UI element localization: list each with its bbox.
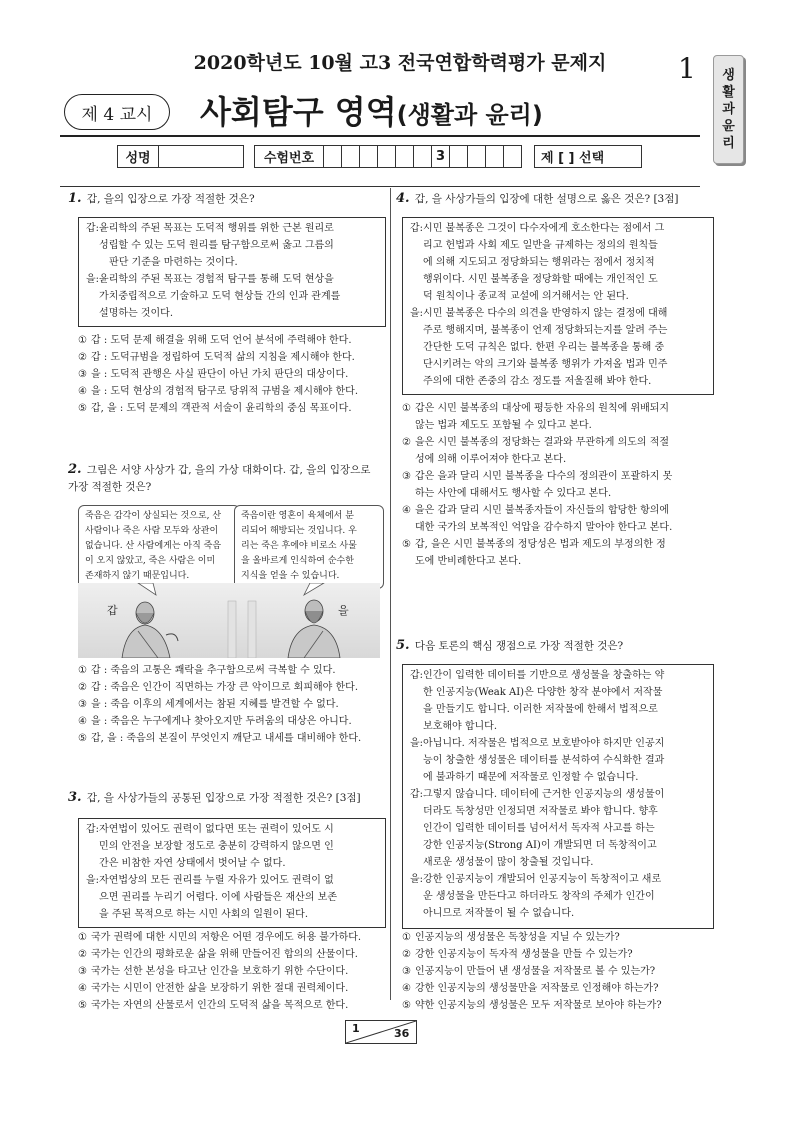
passage-line: 새로운 생성물이 많이 창출될 것입니다. [423,857,594,868]
passage-line: 윤리학의 주된 목표는 경험적 탐구를 통해 도덕 현상을 [99,274,334,285]
side-tab-char: 활 [722,85,735,100]
option-number: ② [402,437,411,448]
answer-option-1[interactable] [402,400,702,434]
option-number: ③ [78,699,87,710]
passage-line: 시민 불복종은 다수의 의견을 반영하지 않는 결정에 대해 [423,308,668,319]
question-text: 갑, 을 사상가들의 입장에 대한 설명으로 옳은 것은? [3점] [414,193,679,205]
passage-entry [410,871,706,922]
exam-no-box[interactable] [378,145,396,168]
option-text: 을 : 죽음 이후의 세계에서는 참된 지혜를 발견할 수 없다. [91,699,339,710]
option-text: 인공지능의 생성물은 독창성을 지닐 수 있는가? [415,932,620,943]
option-text: 국가는 자연의 산물로서 인간의 도덕적 삶을 목적으로 한다. [91,1000,349,1011]
option-number: ③ [78,966,87,977]
passage-line: 강한 인공지능이 개발되어 인공지능이 독창적이고 새로 [423,874,662,885]
passage-line: 간단한 도덕 규칙은 없다. 한편 우리는 불복종을 통해 중 [423,342,665,353]
passage-line: 그렇지 않습니다. 데이터에 근거한 인공지능의 생성물이 [423,789,665,800]
option-text: 갑, 을은 시민 불복종의 정당성은 법과 제도의 부정의한 정 [415,539,666,550]
option-number: ④ [402,983,411,994]
passage-line: 을 주된 목적으로 하는 시민 사회의 일원이 된다. [99,909,309,920]
option-number: ③ [402,471,411,482]
passage-line: 단시키려는 악의 크기와 불복종 행위가 가져올 법과 민주 [423,359,668,370]
exam-no-box[interactable] [396,145,414,168]
question-number: 4. [396,191,410,206]
question-2-stem [68,461,383,496]
exam-no-label: 수험번호 [254,145,324,168]
option-text: 갑 : 죽음의 고통은 쾌락을 추구함으로써 극복할 수 있다. [91,665,336,676]
answer-option-2[interactable] [78,349,383,366]
exam-no-box[interactable] [324,145,342,168]
period-badge: 제 4 교시 [64,94,170,130]
answer-option-4[interactable] [402,502,702,536]
title-rule [60,135,700,137]
bubble-line: 사람이나 죽은 사람 모두와 상관이 [85,526,219,536]
footer-total: 36 [394,1027,410,1040]
option-text: 국가는 선한 본성을 타고난 인간을 보호하기 위한 수단이다. [91,966,349,977]
question-5-stem [396,637,706,655]
option-number: ④ [78,983,87,994]
bubble-line: 이 오지 않았고, 죽은 사람은 이미 [85,556,216,566]
option-number: ① [78,932,87,943]
question-1-passage [78,217,386,327]
page-footer [345,1020,417,1044]
passage-line: 판단 기준을 마련하는 것이다. [109,257,238,268]
answer-option-2[interactable] [402,946,702,963]
question-number: 2. [68,462,82,477]
answer-option-2[interactable] [402,434,702,468]
name-label: 성명 [117,145,159,168]
passage-line: 을 만들기도 합니다. 이러한 저작물에 한해서 법적으로 [423,704,658,715]
option-text: 성에 의해 이루어져야 한다고 본다. [415,454,567,465]
passage-line: 능이 창출한 생성물은 데이터를 분석하여 수식화한 결과 [423,755,665,766]
speaker-label: 갑: [86,824,100,835]
passage-line: 간은 비참한 자연 상태에서 벗어날 수 없다. [99,858,286,869]
passage-line: 덕 원칙이나 종교적 교설에 의거해서는 안 된다. [423,291,629,302]
passage-entry [86,872,378,923]
option-number: ⑤ [78,403,87,414]
passage-entry [86,271,378,322]
passage-line: 으면 권리를 누리기 어렵다. 이에 사람들은 재산의 보존 [99,892,337,903]
option-number: ④ [78,386,87,397]
passage-line: 에 의해 지도되고 정당화되는 행위라는 점에서 정치적 [423,257,655,268]
passage-line: 시민 불복종은 그것이 다수자에게 호소한다는 점에서 그 [423,223,665,234]
speaker-label: 을: [410,738,424,749]
speaker-label: 을: [86,274,100,285]
passage-line: 인간이 입력한 데이터를 기반으로 생성물을 창출하는 약 [423,670,665,681]
bubble-line: 지식을 얻을 수 있습니다. [241,571,340,581]
passage-line: 보호해야 합니다. [423,721,498,732]
name-field[interactable] [159,145,244,168]
philosophers-illustration [78,583,380,658]
bubble-line: 리는 죽은 후에야 비로소 사물 [241,541,357,551]
option-text: 도에 반비례한다고 본다. [415,556,522,567]
option-number: ④ [402,505,411,516]
question-4-passage [402,217,714,395]
option-number: ③ [402,966,411,977]
passage-line: 아니므로 저작물이 될 수 없습니다. [423,908,575,919]
option-text: 을은 갑과 달리 시민 불복종자들이 자신들의 합당한 항의에 [415,505,670,516]
option-number: ② [78,682,87,693]
question-1-options [78,332,383,417]
answer-option-4[interactable] [402,980,702,997]
side-tab-char: 리 [722,136,735,151]
question-number: 3. [68,790,82,805]
subject-side-tab [713,55,744,164]
option-text: 갑 : 도덕 문제 해결을 위해 도덕 언어 분석에 주력해야 한다. [91,335,352,346]
answer-option-3[interactable] [78,963,383,980]
question-4-stem [396,190,706,208]
label-gap: 갑 [107,604,118,617]
subject-sub: (생활과 윤리) [396,101,543,129]
option-text: 갑은 시민 불복종의 대상에 평등한 자유의 원칙에 위배되지 [415,403,670,414]
answer-option-1[interactable] [78,662,383,679]
question-4-options [402,400,702,570]
passage-line: 행위이다. 시민 불복종을 정당화할 때에는 개인적인 도 [423,274,658,285]
exam-no-box[interactable] [414,145,432,168]
question-1-stem [68,190,383,208]
footer-page: 1 [352,1022,360,1035]
exam-title: 2020학년도 10월 고3 전국연합학력평가 문제지 [193,52,607,74]
bubble-line: 리되어 해방되는 것입니다. 우 [241,526,357,536]
option-text: 을은 시민 불복종의 정당화는 결과와 무관하게 의도의 적절 [415,437,670,448]
passage-line: 아닙니다. 저작물은 법적으로 보호받아야 하지만 인공지 [423,738,665,749]
option-text: 강한 인공지능의 생성물만을 저작물로 인정해야 하는가? [415,983,659,994]
passage-line: 한 인공지능(Weak AI)은 다양한 창작 분야에서 저작물 [423,687,663,698]
speaker-label: 을: [410,874,424,885]
bubble-line: 죽음은 감각이 상실되는 것으로, 산 [85,511,222,521]
option-text: 대한 국가의 보복적인 억압을 감수하지 말아야 한다고 본다. [415,522,673,533]
side-tab-char: 윤 [722,119,735,134]
speaker-label: 갑: [86,223,100,234]
question-text: 가장 적절한 것은? [68,481,152,493]
bubble-line: 을 올바르게 인식하여 순수한 [241,556,354,566]
answer-option-4[interactable] [78,980,383,997]
choice-label: 제 [ ] 선택 [534,145,642,168]
answer-option-5[interactable] [78,400,383,417]
exam-no-box[interactable] [486,145,504,168]
page-number: 1 [678,52,696,85]
passage-line: 인간이 입력한 데이터를 넘어서서 독자적 사고를 하는 [423,823,655,834]
option-text: 갑, 을 : 도덕 문제의 객관적 서술이 윤리학의 중심 목표이다. [91,403,352,414]
question-3-passage [78,818,386,928]
question-2-options [78,662,383,747]
option-number: ⑤ [402,539,411,550]
exam-no-box[interactable] [468,145,486,168]
answer-option-2[interactable] [78,679,383,696]
side-tab-char: 과 [722,102,735,117]
speaker-label: 갑: [410,789,424,800]
student-info-row [117,145,642,168]
option-text: 하는 사안에 대해서도 행사할 수 있다고 본다. [415,488,612,499]
option-number: ① [78,335,87,346]
question-text: 다음 토론의 핵심 쟁점으로 가장 적절한 것은? [414,640,624,652]
answer-option-3[interactable] [78,696,383,713]
speaker-label: 갑: [410,670,424,681]
passage-line: 주로 행해지며, 불복종이 언제 정당화되는지를 알려 주는 [423,325,668,336]
option-number: ① [402,403,411,414]
passage-line: 리고 헌법과 사회 제도 일반을 규제하는 정의의 원칙들 [423,240,658,251]
exam-no-box[interactable] [504,145,522,168]
answer-option-5[interactable] [78,997,383,1014]
question-text: 갑, 을의 입장으로 가장 적절한 것은? [86,193,255,205]
option-number: ② [402,949,411,960]
passage-entry [410,220,706,305]
option-number: ② [78,949,87,960]
answer-option-5[interactable] [402,997,702,1014]
passage-line: 강한 인공지능(Strong AI)이 개발되면 더 독창적이고 [423,840,657,851]
option-text: 약한 인공지능의 생성물은 모두 저작물로 보아야 하는가? [415,1000,662,1011]
passage-line: 가치중립적으로 기술하고 도덕 현상들 간의 인과 관계를 [99,291,341,302]
passage-line: 운 생성물을 만든다고 하더라도 창작의 주체가 인간이 [423,891,655,902]
answer-option-1[interactable] [78,929,383,946]
option-text: 않는 법과 제도도 포함될 수 있다고 본다. [415,420,592,431]
passage-line: 주의에 대한 존중의 감소 정도를 저울질해 봐야 한다. [423,376,652,387]
bubble-line: 죽음이란 영혼이 육체에서 분 [241,511,354,521]
option-text: 갑 : 도덕규범을 정립하여 도덕적 삶의 지침을 제시해야 한다. [91,352,355,363]
answer-option-3[interactable] [402,963,702,980]
subject-title [200,87,543,133]
exam-no-box[interactable] [450,145,468,168]
option-number: ③ [78,369,87,380]
speaker-label: 을: [410,308,424,319]
option-number: ① [78,665,87,676]
header-rule [60,186,700,187]
speech-bubble-gap [78,505,240,589]
option-text: 갑은 을과 달리 시민 불복종을 다수의 정의관이 포괄하지 못 [415,471,673,482]
passage-line: 민의 안전을 보장할 정도로 충분히 강력하지 않으면 인 [99,841,334,852]
question-text: 갑, 을 사상가들의 공통된 입장으로 가장 적절한 것은? [3점] [86,792,361,804]
subject-main: 사회탐구 영역 [200,93,397,131]
question-3-options [78,929,383,1014]
passage-line: 자연법이 있어도 권력이 없다면 또는 권력이 있어도 시 [99,824,334,835]
exam-no-digit: 3 [432,145,450,168]
passage-line: 성립할 수 있는 도덕 원리를 탐구함으로써 옳고 그름의 [99,240,334,251]
option-text: 을 : 죽음은 누구에게나 찾아오지만 두려움의 대상은 아니다. [91,716,352,727]
speaker-label: 을: [86,875,100,886]
option-number: ⑤ [78,1000,87,1011]
option-text: 국가는 인간의 평화로운 삶을 위해 만들어진 합의의 산물이다. [91,949,358,960]
answer-option-5[interactable] [78,730,383,747]
option-text: 갑 : 죽음은 인간이 직면하는 가장 큰 악이므로 회피해야 한다. [91,682,358,693]
answer-option-1[interactable] [78,332,383,349]
exam-no-box[interactable] [342,145,360,168]
column-divider [390,188,391,1000]
answer-option-3[interactable] [402,468,702,502]
label-eul: 을 [338,604,349,617]
question-5-passage [402,664,714,929]
passage-entry [86,821,378,872]
option-text: 갑, 을 : 죽음의 본질이 무엇인지 깨닫고 내세를 대비해야 한다. [91,733,362,744]
passage-line: 더라도 독창성만 인정되면 저작물로 봐야 합니다. 향후 [423,806,658,817]
option-text: 인공지능이 만들어 낸 생성물을 저작물로 볼 수 있는가? [415,966,656,977]
question-5-options [402,929,702,1014]
question-3-stem [68,789,383,807]
option-number: ① [402,932,411,943]
option-text: 국가는 시민이 안전한 삶을 보장하기 위한 절대 권력체이다. [91,983,349,994]
answer-option-2[interactable] [78,946,383,963]
option-number: ④ [78,716,87,727]
bubble-line: 없습니다. 산 사람에게는 아직 죽음 [85,541,222,551]
answer-option-5[interactable] [402,536,702,570]
speaker-label: 갑: [410,223,424,234]
speech-bubble-eul [234,505,384,589]
passage-entry [86,220,378,271]
option-text: 국가 권력에 대한 시민의 저항은 어떤 경우에도 허용 불가하다. [91,932,362,943]
exam-no-box[interactable] [360,145,378,168]
passage-entry [410,667,706,735]
bubble-line: 존재하지 않기 때문입니다. [85,571,190,581]
option-text: 강한 인공지능이 독자적 생성물을 만들 수 있는가? [415,949,633,960]
passage-entry [410,735,706,786]
side-tab-char: 생 [722,68,735,83]
passage-line: 윤리학의 주된 목표는 도덕적 행위를 위한 근본 원리로 [99,223,334,234]
passage-line: 에 불과하기 때문에 저작물로 인정할 수 없습니다. [423,772,639,783]
option-number: ② [78,352,87,363]
passage-line: 설명하는 것이다. [99,308,174,319]
option-text: 을 : 도덕적 관행은 사실 판단이 아닌 가치 판단의 대상이다. [91,369,349,380]
answer-option-4[interactable] [78,713,383,730]
option-number: ⑤ [402,1000,411,1011]
question-number: 1. [68,191,82,206]
question-text: 그림은 서양 사상가 갑, 을의 가상 대화이다. 갑, 을의 입장으로 [86,464,371,476]
passage-entry [410,786,706,871]
option-text: 을 : 도덕 현상의 경험적 탐구로 당위적 규범을 제시해야 한다. [91,386,358,397]
answer-option-4[interactable] [78,383,383,400]
question-number: 5. [396,638,410,653]
answer-option-3[interactable] [78,366,383,383]
answer-option-1[interactable] [402,929,702,946]
option-number: ⑤ [78,733,87,744]
passage-line: 자연법상의 모든 권리를 누릴 자유가 있어도 권력이 없 [99,875,334,886]
passage-entry [410,305,706,390]
